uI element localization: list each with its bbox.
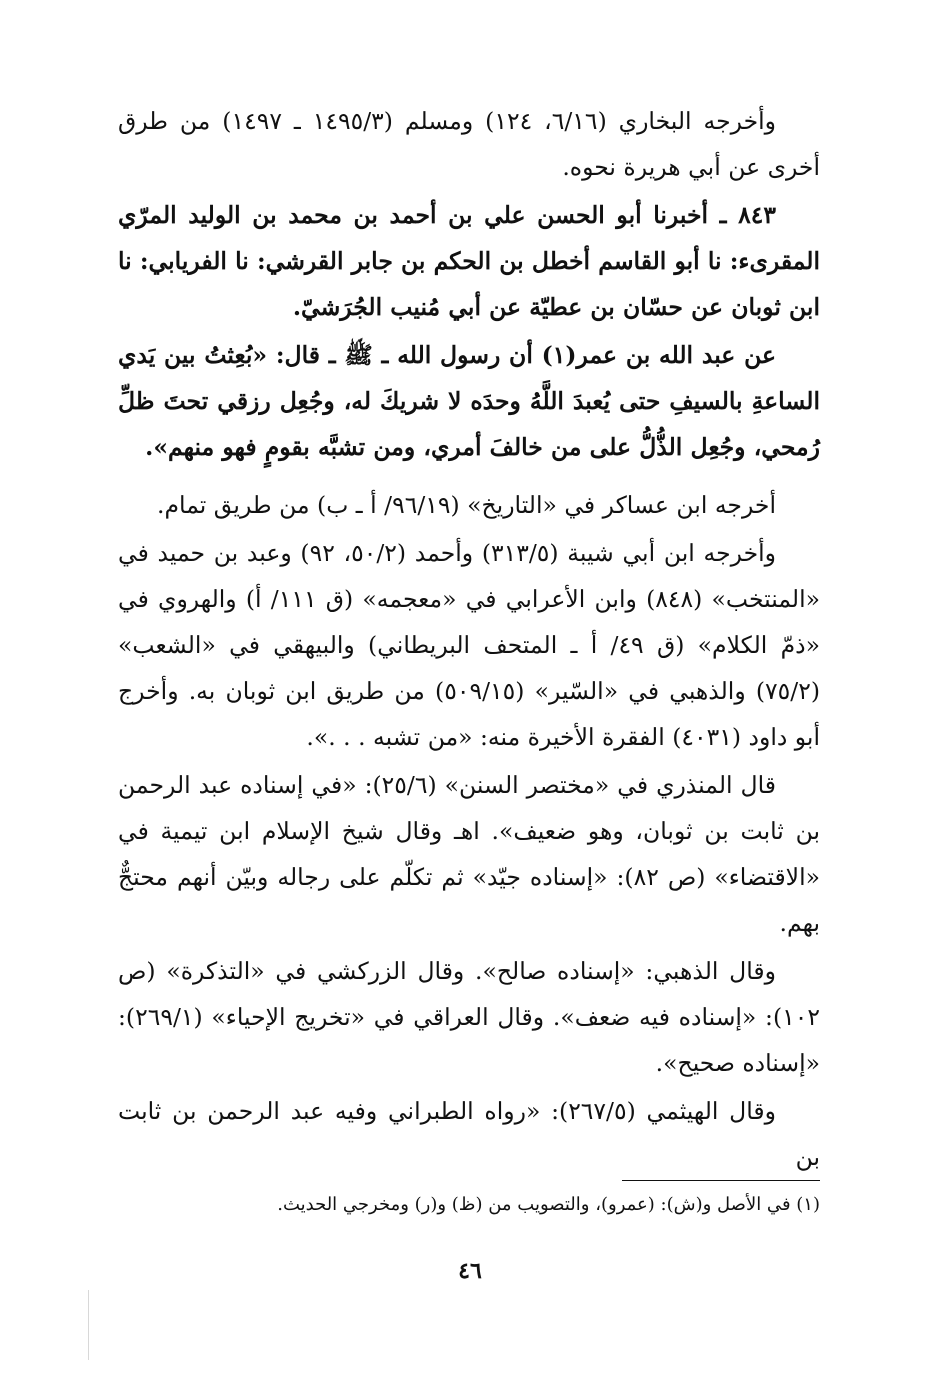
paragraph-takhrij-ibn-asakir: أخرجه ابن عساكر في «التاريخ» (٩٦/١٩/ أ ـ ب) من طريق تمام.	[157, 491, 776, 519]
paragraph-gap	[118, 472, 820, 482]
footnote: (١) في الأصل و(ش): (عمرو)، والتصويب من (ظ) و(ر) ومخرجي الحديث.	[277, 1194, 820, 1215]
paragraph-hadith-isnad: ٨٤٣ ـ أخبرنا أبو الحسن علي بن أحمد بن محمد بن الوليد المرّي المقرىء: نا أبو القاسم أخطل بن الحكم بن جابر القرشي: نا الفريابي: نا ابن ثوبان عن حسّان بن عطيّة عن أبي مُنيب الجُرَشيّ.	[117, 201, 820, 321]
paragraph-mundhiri: قال المنذري في «مختصر السنن» (٢٥/٦): «في إسناده عبد الرحمن بن ثابت بن ثوبان، وهو ضعيف». اهـ وقال شيخ الإسلام ابن تيمية في «الاقتضاء» (ص ٨٢): «إسناده جيّد» ثم تكلّم على رجاله وبيّن أنهم محتجٌّ بهم.	[118, 771, 820, 937]
paragraph-dhahabi: وقال الذهبي: «إسناده صالح». وقال الزركشي في «التذكرة» (ص ١٠٢): «إسناده فيه ضعف». وقال العراقي في «تخريج الإحياء» (٢٦٩/١): «إسناده صحيح».	[118, 957, 820, 1077]
footnote-separator	[622, 1180, 820, 1181]
page-number: ٤٦	[458, 1258, 482, 1284]
page-body	[118, 98, 820, 1182]
paragraph-takhrij-ibn-abi-shayba: وأخرجه ابن أبي شيبة (٣١٣/٥) وأحمد (٥٠/٢، ٩٢) وعبد بن حميد في «المنتخب» (٨٤٨) وابن الأعرابي في «معجمه» (ق ١١١/ أ) والهروي في «ذمّ الكلام» (ق ٤٩/ أ ـ المتحف البريطاني) والبيهقي في «الشعب» (٧٥/٢) والذهبي في «السّير» (٥٠٩/١٥) من طريق ابن ثوبان به. وأخرج أبو داود (٤٠٣١) الفقرة الأخيرة منه: «من تشبه . . .».	[118, 539, 820, 751]
scan-margin-line	[88, 1290, 89, 1360]
paragraph-hadith-matn: عن عبد الله بن عمر(١) أن رسول الله ـ ﷺ ـ قال: «بُعِثتُ بين يَدي الساعةِ بالسيفِ حتى يُعبدَ اللَّهُ وحدَه لا شريكَ له، وجُعِل رزقي تحتَ ظلِّ رُمحي، وجُعِل الذُّلُّ على من خالفَ أمري، ومن تشبَّه بقومٍ فهو منهم».	[118, 341, 820, 461]
paragraph-haythami: وقال الهيثمي (٢٦٧/٥): «رواه الطبراني وفيه عبد الرحمن بن ثابت بن	[118, 1097, 820, 1171]
paragraph-takhrij-bukhari: وأخرجه البخاري (٦/١٦، ١٢٤) ومسلم (١٤٩٥/٣ ـ ١٤٩٧) من طرق أخرى عن أبي هريرة نحوه.	[118, 107, 820, 181]
